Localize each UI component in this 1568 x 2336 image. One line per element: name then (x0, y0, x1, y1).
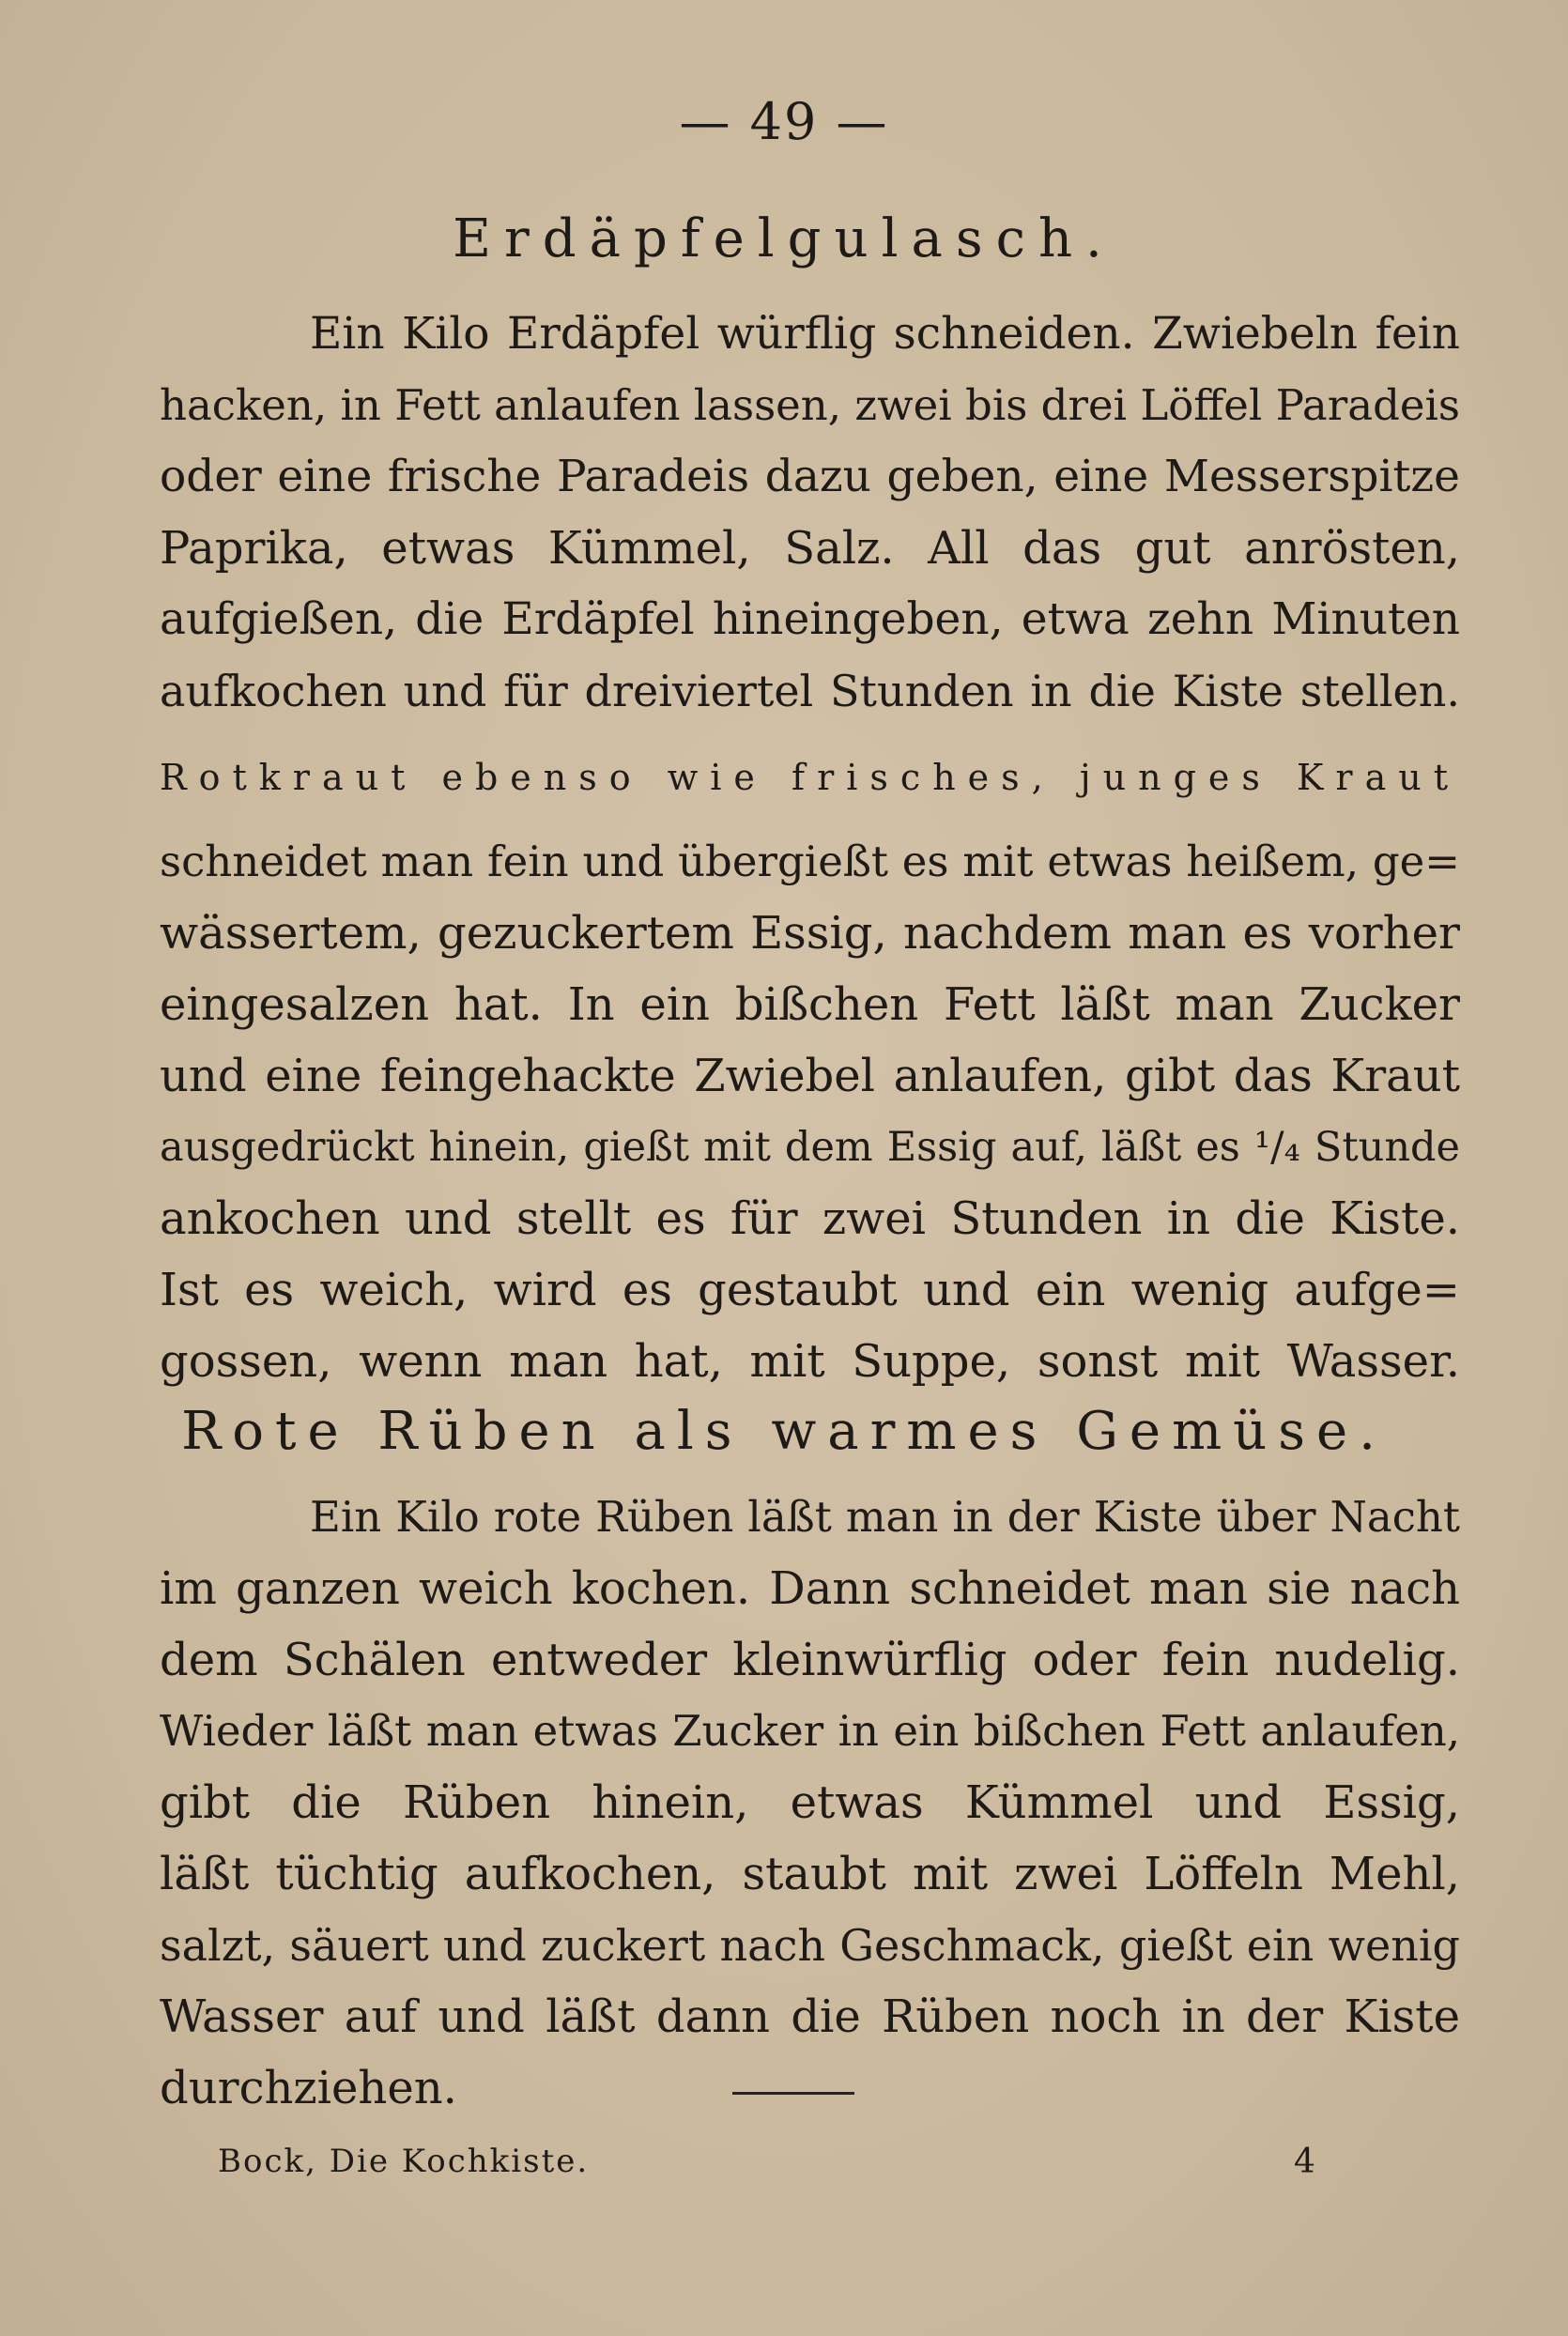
section-title-rotkraut: Rotkraut ebenso wie frisches, junges Kraut (160, 757, 1460, 798)
text-line: aufkochen und für dreiviertel Stunden in die Kiste stellen. (160, 666, 1460, 716)
text-line: salzt, säuert und zuckert nach Geschmack, gießt ein wenig (160, 1920, 1460, 1971)
text-line: wässertem, gezuckertem Essig, nachdem man es vorher (160, 907, 1460, 960)
text-line: ausgedrückt hinein, gießt mit dem Essig auf, läßt es ¹/₄ Stunde (160, 1124, 1460, 1171)
text-line: schneidet man fein und übergießt es mit etwas heißem, ge= (160, 837, 1460, 886)
text-line: Ist es weich, wird es gestaubt und ein wenig aufge= (160, 1264, 1460, 1316)
page-number: — 49 — (679, 92, 889, 151)
footer-signature: Bock, Die Kochkiste. (218, 2143, 590, 2180)
text-line: ankochen und stellt es für zwei Stunden in die Kiste. (160, 1192, 1460, 1245)
section-title-rote-rueben: Rote Rüben als warmes Gemüse. (181, 1401, 1387, 1462)
paragraph-rotkraut-body (160, 826, 1460, 1397)
text-line: eingesalzen hat. In ein bißchen Fett läßt man Zucker (160, 978, 1460, 1031)
text-line: aufgießen, die Erdäpfel hineingeben, etwa zehn Minuten (160, 593, 1460, 645)
text-line: Ein Kilo Erdäpfel würflig schneiden. Zwiebeln fein (310, 308, 1460, 360)
text-line: durchziehen. (160, 2062, 457, 2114)
paragraph-rote-rueben (160, 1482, 1460, 2124)
text-line: oder eine frische Paradeis dazu geben, eine Messerspitze (160, 451, 1460, 502)
text-line: Wieder läßt man etwas Zucker in ein bißchen Fett anlaufen, (160, 1706, 1460, 1756)
text-line: Ein Kilo rote Rüben läßt man in der Kiste über Nacht (310, 1492, 1460, 1542)
footer-sheet-number: 4 (1294, 2143, 1315, 2181)
text-line: gibt die Rüben hinein, etwas Kümmel und Essig, (160, 1776, 1460, 1829)
text-line: dem Schälen entweder kleinwürflig oder fein nudelig. (160, 1634, 1460, 1686)
paragraph-erdaepfelgulasch (160, 299, 1460, 727)
text-line: und eine feingehackte Zwiebel anlaufen, gibt das Kraut (160, 1050, 1460, 1102)
text-line: Paprika, etwas Kümmel, Salz. All das gut anrösten, (160, 522, 1460, 575)
text-line: läßt tüchtig aufkochen, staubt mit zwei Löffeln Mehl, (160, 1848, 1460, 1900)
paragraph-rotkraut (160, 742, 1460, 813)
section-title-erdaepfelgulasch: Erdäpfelgulasch. (453, 208, 1115, 269)
text-line: im ganzen weich kochen. Dann schneidet man sie nach (160, 1562, 1460, 1615)
text-line: hacken, in Fett anlaufen lassen, zwei bis drei Löffel Paradeis (160, 380, 1460, 430)
divider-rule (732, 2092, 854, 2095)
text-line: Wasser auf und läßt dann die Rüben noch in der Kiste (160, 1990, 1460, 2043)
text-line: gossen, wenn man hat, mit Suppe, sonst mit Wasser. (160, 1335, 1460, 1388)
